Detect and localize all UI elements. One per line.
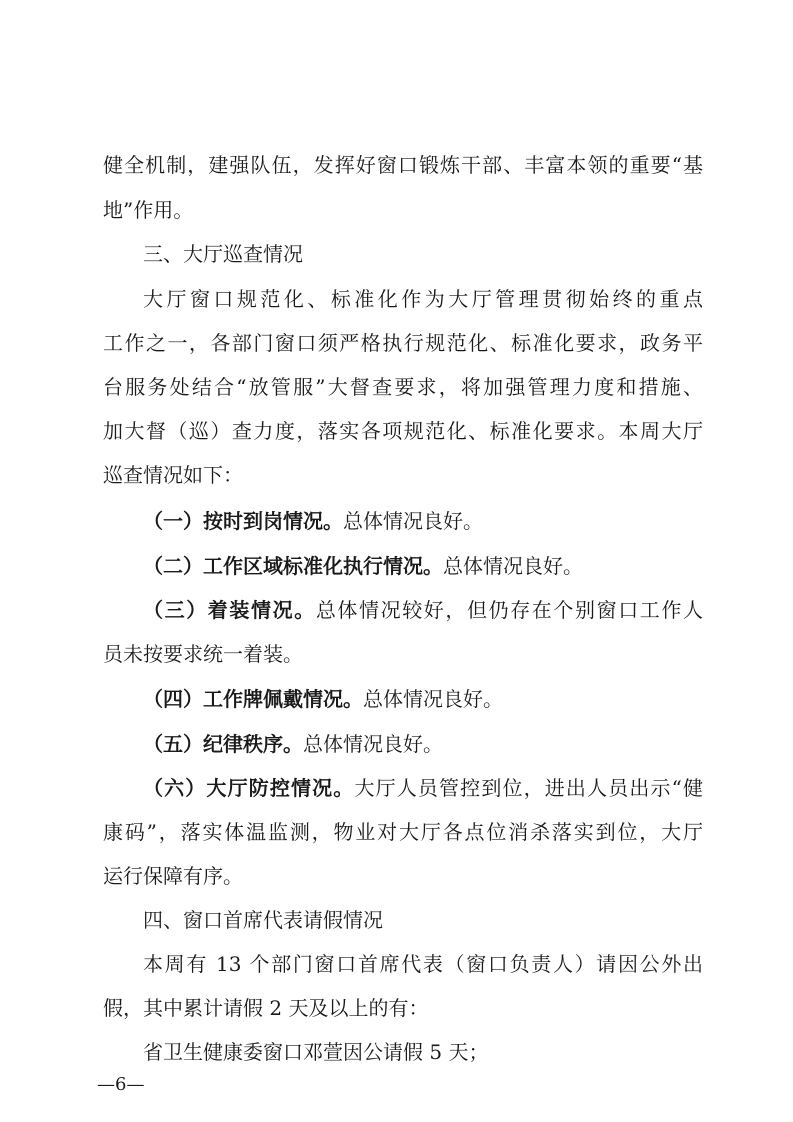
- paragraph-line: 省卫生健康委窗口邓萱因公请假 5 天；: [143, 1040, 489, 1064]
- page-number: —6—: [97, 1074, 145, 1095]
- paragraph-line: 地”作用。: [103, 198, 194, 222]
- paragraph-line: 大厅窗口规范化、标准化作为大厅管理贯彻始终的重点: [143, 287, 703, 311]
- paragraph-line: 假，其中累计请假 2 天及以上的有：: [103, 996, 429, 1020]
- paragraph-line: 运行保障有序。: [103, 864, 243, 888]
- list-item: [143, 776, 703, 800]
- list-item: [143, 687, 703, 711]
- paragraph-line: 本周有 13 个部门窗口首席代表（窗口负责人）请因公外出: [143, 952, 703, 976]
- paragraph-line: 健全机制，建强队伍，发挥好窗口锻炼干部、丰富本领的重要“基: [103, 153, 703, 177]
- paragraph-line: 员未按要求统一着装。: [103, 642, 303, 666]
- list-item: [143, 509, 703, 533]
- paragraph-line: 康码”，落实体温监测，物业对大厅各点位消杀落实到位，大厅: [103, 820, 703, 844]
- section-heading-4: 四、窗口首席代表请假情况: [143, 908, 383, 932]
- item-text: 总体情况较好，但仍存在个别窗口工作人: [315, 598, 704, 622]
- list-item: [143, 554, 703, 578]
- item-heading: （四）工作牌佩戴情况。: [143, 687, 363, 711]
- item-heading: （五）纪律秩序。: [143, 732, 303, 756]
- item-text: 大厅人员管控到位，进出人员出示“健: [354, 776, 703, 800]
- paragraph-line: 加大督（巡）查力度，落实各项规范化、标准化要求。本周大厅: [103, 419, 703, 443]
- paragraph-line: 台服务处结合“放管服”大督查要求，将加强管理力度和措施、: [103, 375, 703, 399]
- list-item: [143, 732, 703, 756]
- list-item: [143, 598, 703, 622]
- paragraph-line: 巡查情况如下：: [103, 463, 243, 487]
- paragraph-line: 工作之一，各部门窗口须严格执行规范化、标准化要求，政务平: [103, 331, 703, 355]
- item-heading: （一）按时到岗情况。: [143, 509, 343, 533]
- item-heading: （二）工作区域标准化执行情况。: [143, 554, 443, 578]
- item-text: 总体情况良好。: [363, 687, 503, 711]
- item-text: 总体情况良好。: [343, 509, 483, 533]
- section-heading-3: 三、大厅巡查情况: [143, 242, 303, 266]
- item-text: 总体情况良好。: [443, 554, 583, 578]
- item-text: 总体情况良好。: [303, 732, 443, 756]
- item-heading: （六）大厅防控情况。: [143, 776, 355, 800]
- item-heading: （三）着装情况。: [143, 598, 316, 622]
